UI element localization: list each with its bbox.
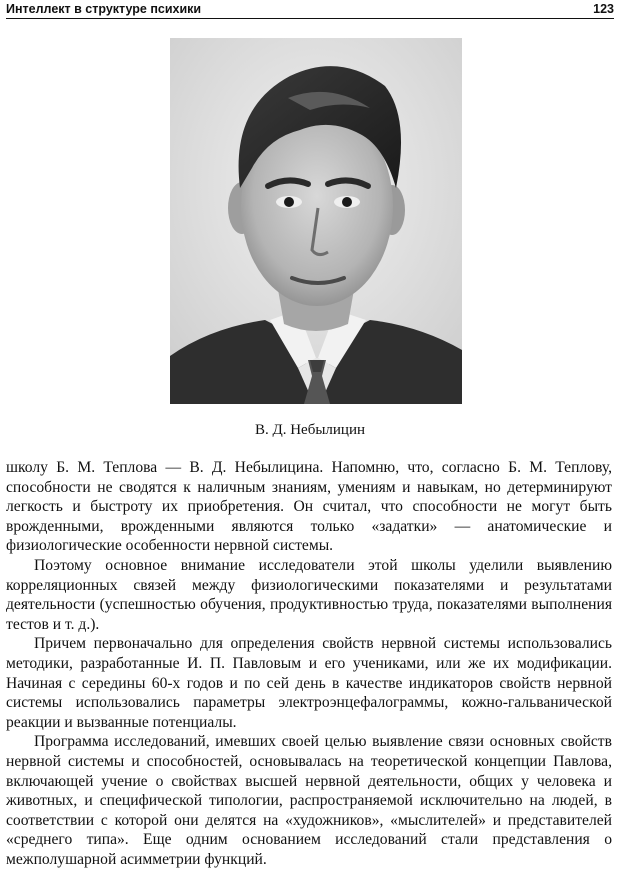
paragraph: Поэтому основное внимание исследователи этой школы уделили выявлению корреляционных связей между физиологическими показателями и результатами деятельности (успешностью обучения, продуктивностью труда, показателями выполнения тестов и т. д.).: [6, 556, 612, 633]
running-title: Интеллект в структуре психики: [6, 2, 202, 16]
figure-caption: В. Д. Небылицин: [254, 422, 366, 438]
portrait-photo: [170, 38, 462, 404]
body-text: [6, 458, 612, 869]
running-header: [6, 0, 614, 19]
paragraph-continuation: школу Б. М. Теплова — В. Д. Небылицина. Напомню, что, согласно Б. М. Теплову, способности не сводятся к наличным знаниям, умениям и навыкам, но детерминируют легкость и быстроту их приобретения. Он считал, что способности не могут быть врожденными, врожденными являются только «задатки» — анатомические и физиологические особенности нервной системы.: [6, 459, 612, 555]
page-number: 123: [593, 2, 614, 16]
paragraph: Причем первоначально для определения свойств нервной системы использовались методики, разработанные И. П. Павловым и его учениками, или же их модификации. Начиная с середины 60-х годов и по сей день в качестве индикаторов свойств нервной системы использовались параметры электроэнцефалограммы, кожно-гальванической реакции и вызванные потенциалы.: [6, 635, 612, 731]
paragraph: Программа исследований, имевших своей целью выявление связи основных свойств нервной системы и способностей, основывалась на теоретической концепции Павлова, включающей учение о свойствах высшей нервной деятельности, общих у человека и животных, и специфической типологии, распространяемой исключительно на людей, в соответствии с которой они делятся на «художников», «мыслителей» и представителей «среднего типа». Еще одним основанием исследований стали представления о межполушарной асимметрии функций.: [6, 733, 612, 868]
